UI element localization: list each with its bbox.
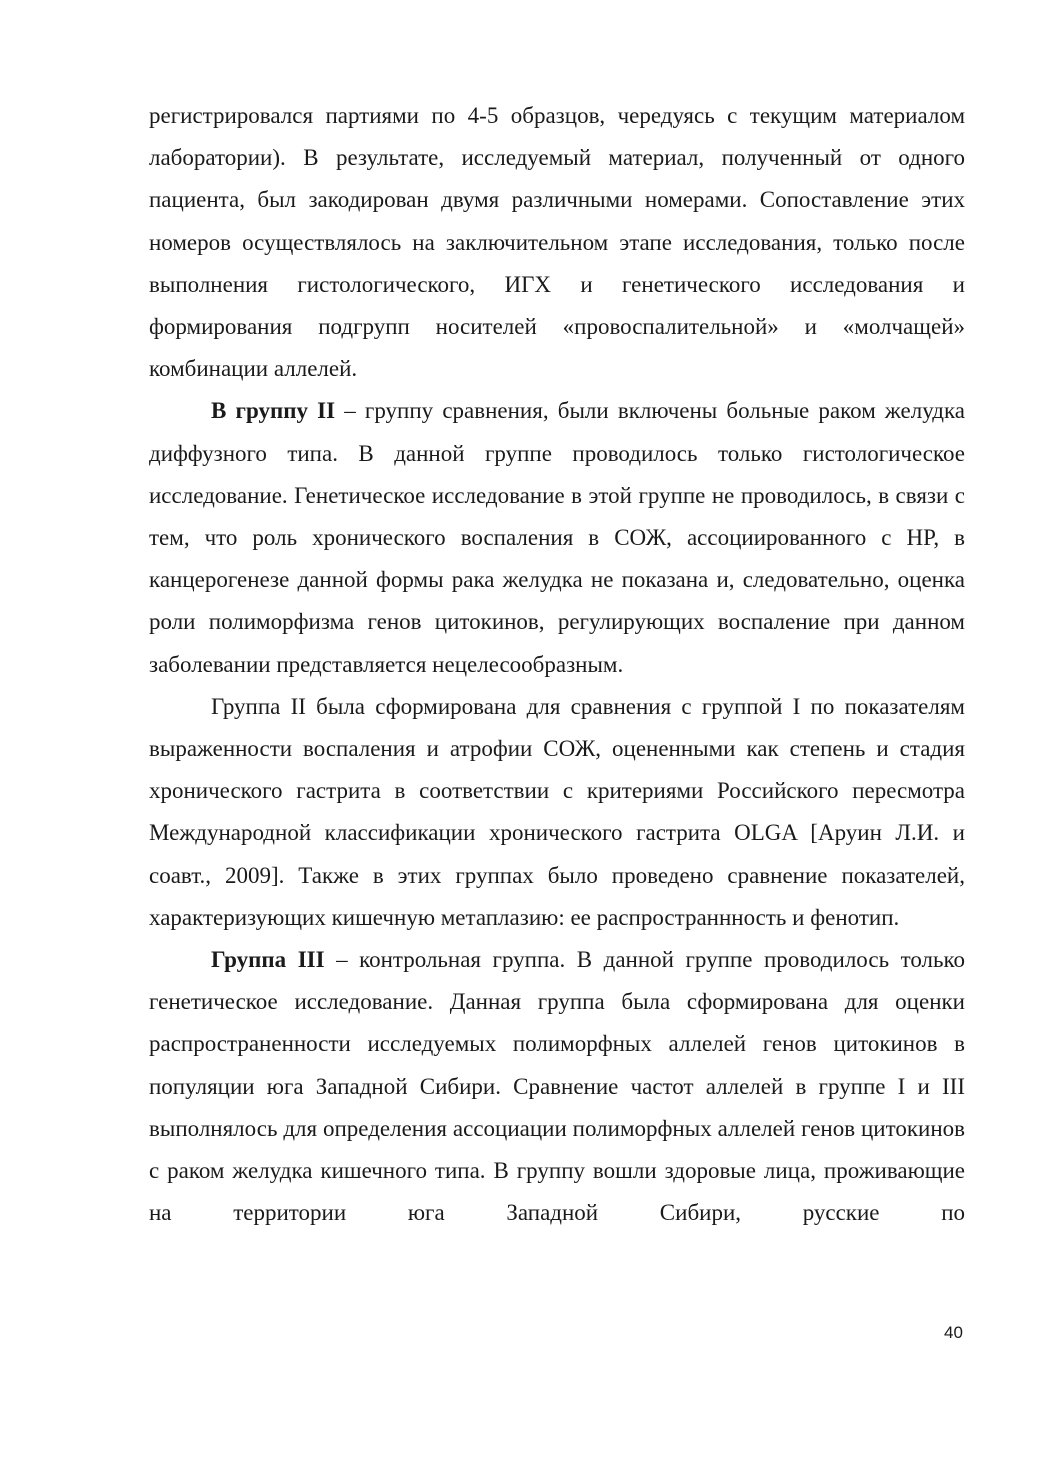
paragraph-text: – контрольная группа. В данной группе проводилось только генетическое исследование. Данная группа была сформирована для оценки распространенности исследуемых полиморфных аллелей генов цитокинов в популяции юга Западной Сибири. Сравнение частот аллелей в группе I и III выполнялось для определения ассоциации полиморфных аллелей генов цитокинов с раком желудка кишечного типа. В группу вошли здоровые лица, проживающие на территории юга Западной Сибири, русские по xyxy=(149,947,966,1226)
paragraph-group-2-comparison xyxy=(149,686,965,939)
paragraph-continuation xyxy=(149,95,965,390)
paragraph-text: – группу сравнения, были включены больные раком желудка диффузного типа. В данной группе проводилось только гистологическое исследование. Генетическое исследование в этой группе не проводилось, в связи с тем, что роль хронического воспаления в СОЖ, ассоциированного с HP, в канцерогенезе данной формы рака желудка не показана и, следовательно, оценка роли полиморфизма генов цитокинов, регулирующих воспаление при данном заболевании представляется нецелесообразным. xyxy=(149,398,965,677)
paragraph-lead: Группа III xyxy=(211,947,325,973)
paragraph-lead: В группу II xyxy=(211,398,336,424)
paragraph-group-2 xyxy=(149,390,965,685)
paragraph-group-3 xyxy=(149,939,965,1234)
paragraph-text: Группа II была сформирована для сравнения с группой I по показателям выраженности воспаления и атрофии СОЖ, оцененными как степень и стадия хронического гастрита в соответствии с критериями Российского пересмотра Международной классификации хронического гастрита OLGA [Аруин Л.И. и соавт., 2009]. Также в этих группах было проведено сравнение показателей, характеризующих кишечную метаплазию: ее распространнность и фенотип. xyxy=(149,693,965,930)
body-text xyxy=(149,95,965,1234)
page-number: 40 xyxy=(944,1323,963,1342)
paragraph-text: регистрировался партиями по 4-5 образцов, чередуясь с текущим материалом лаборатории). В результате, исследуемый материал, полученный от одного пациента, был закодирован двумя различными номерами. Сопоставление этих номеров осуществлялось на заключительном этапе исследования, только после выполнения гистологического, ИГХ и генетического исследования и формирования подгрупп носителей «провоспалительной» и «молчащей» комбинации аллелей. xyxy=(149,103,965,382)
